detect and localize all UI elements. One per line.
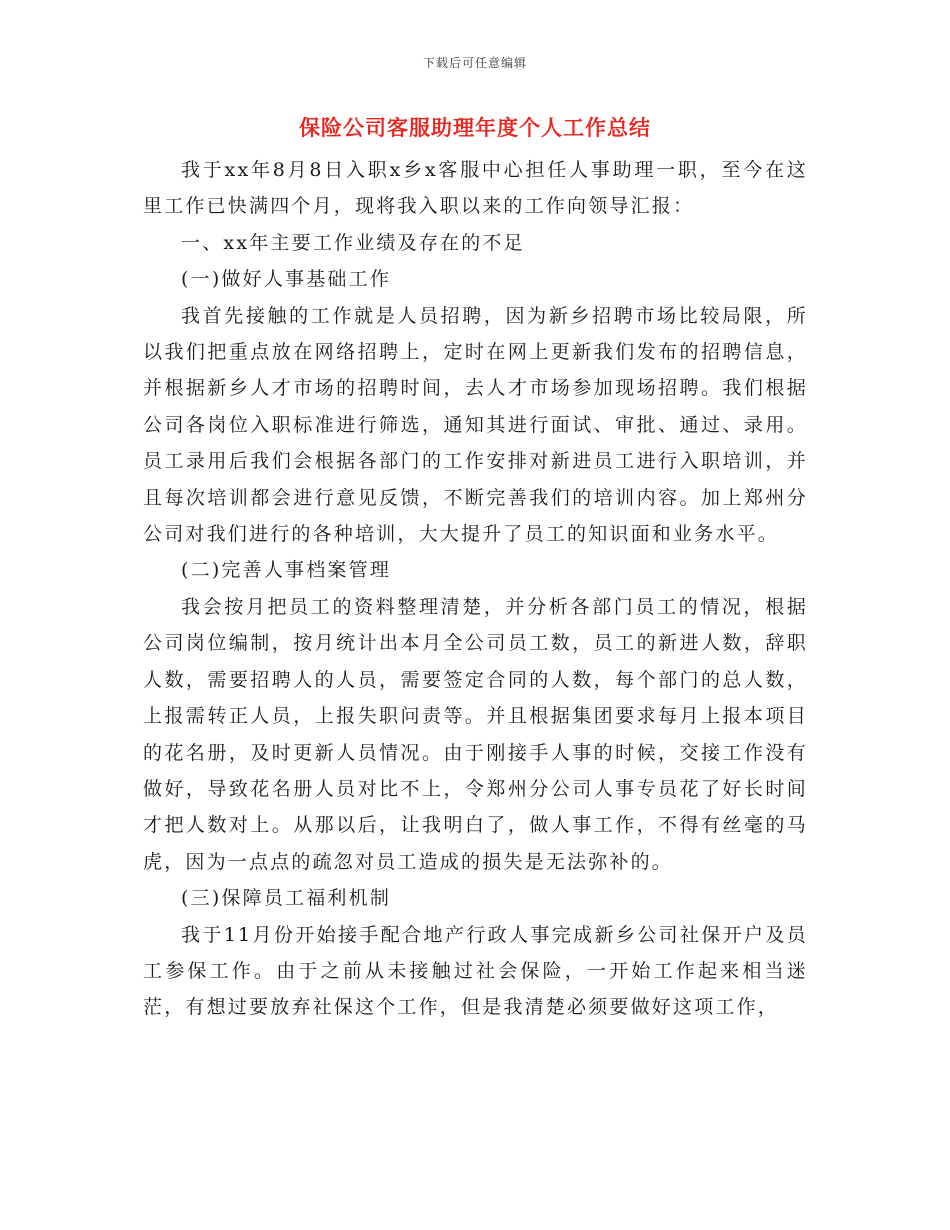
paragraph: 我会按月把员工的资料整理清楚，并分析各部门员工的情况，根据公司岗位编制，按月统计出本月全公司员工数，员工的新进人数，辞职人数，需要招聘人的人员，需要签定合同的人数，每个部门的总人数，上报需转正人员，上报失职问责等。并且根据集团要求每月上报本项目的花名册，及时更新人员情况。由于刚接手人事的时候，交接工作没有做好，导致花名册人员对比不上，令郑州分公司人事专员花了好长时间才把人数对上。从那以后，让我明白了，做人事工作，不得有丝毫的马虎，因为一点点的疏忽对员工造成的损失是无法弥补的。 xyxy=(143,595,808,873)
header-note: 下载后可任意编辑 xyxy=(422,56,527,70)
document-body xyxy=(143,152,808,1026)
paragraph: 我首先接触的工作就是人员招聘，因为新乡招聘市场比较局限，所以我们把重点放在网络招聘上，定时在网上更新我们发布的招聘信息，并根据新乡人才市场的招聘时间，去人才市场参加现场招聘。我们根据公司各岗位入职标准进行筛选，通知其进行面试、审批、通过、录用。员工录用后我们会根据各部门的工作安排对新进员工进行入职培训，并且每次培训都会进行意见反馈，不断完善我们的培训内容。加上郑州分公司对我们进行的各种培训，大大提升了员工的知识面和业务水平。 xyxy=(143,304,808,546)
subsection-heading: (三)保障员工福利机制 xyxy=(181,887,392,910)
subsection-heading: (一)做好人事基础工作 xyxy=(181,268,392,291)
subsection-heading: (二)完善人事档案管理 xyxy=(181,559,392,582)
document-title: 保险公司客服助理年度个人工作总结 xyxy=(299,115,651,140)
section-heading: 一、xx年主要工作业绩及存在的不足 xyxy=(181,231,525,254)
paragraph: 我于11月份开始接手配合地产行政人事完成新乡公司社保开户及员工参保工作。由于之前从未接触过社会保险，一开始工作起来相当迷茫，有想过要放弃社保这个工作，但是我清楚必须要做好这项工作， xyxy=(143,923,808,1019)
paragraph-intro: 我于xx年8月8日入职x乡x客服中心担任人事助理一职，至今在这里工作已快满四个月，现将我入职以来的工作向领导汇报： xyxy=(143,159,808,218)
